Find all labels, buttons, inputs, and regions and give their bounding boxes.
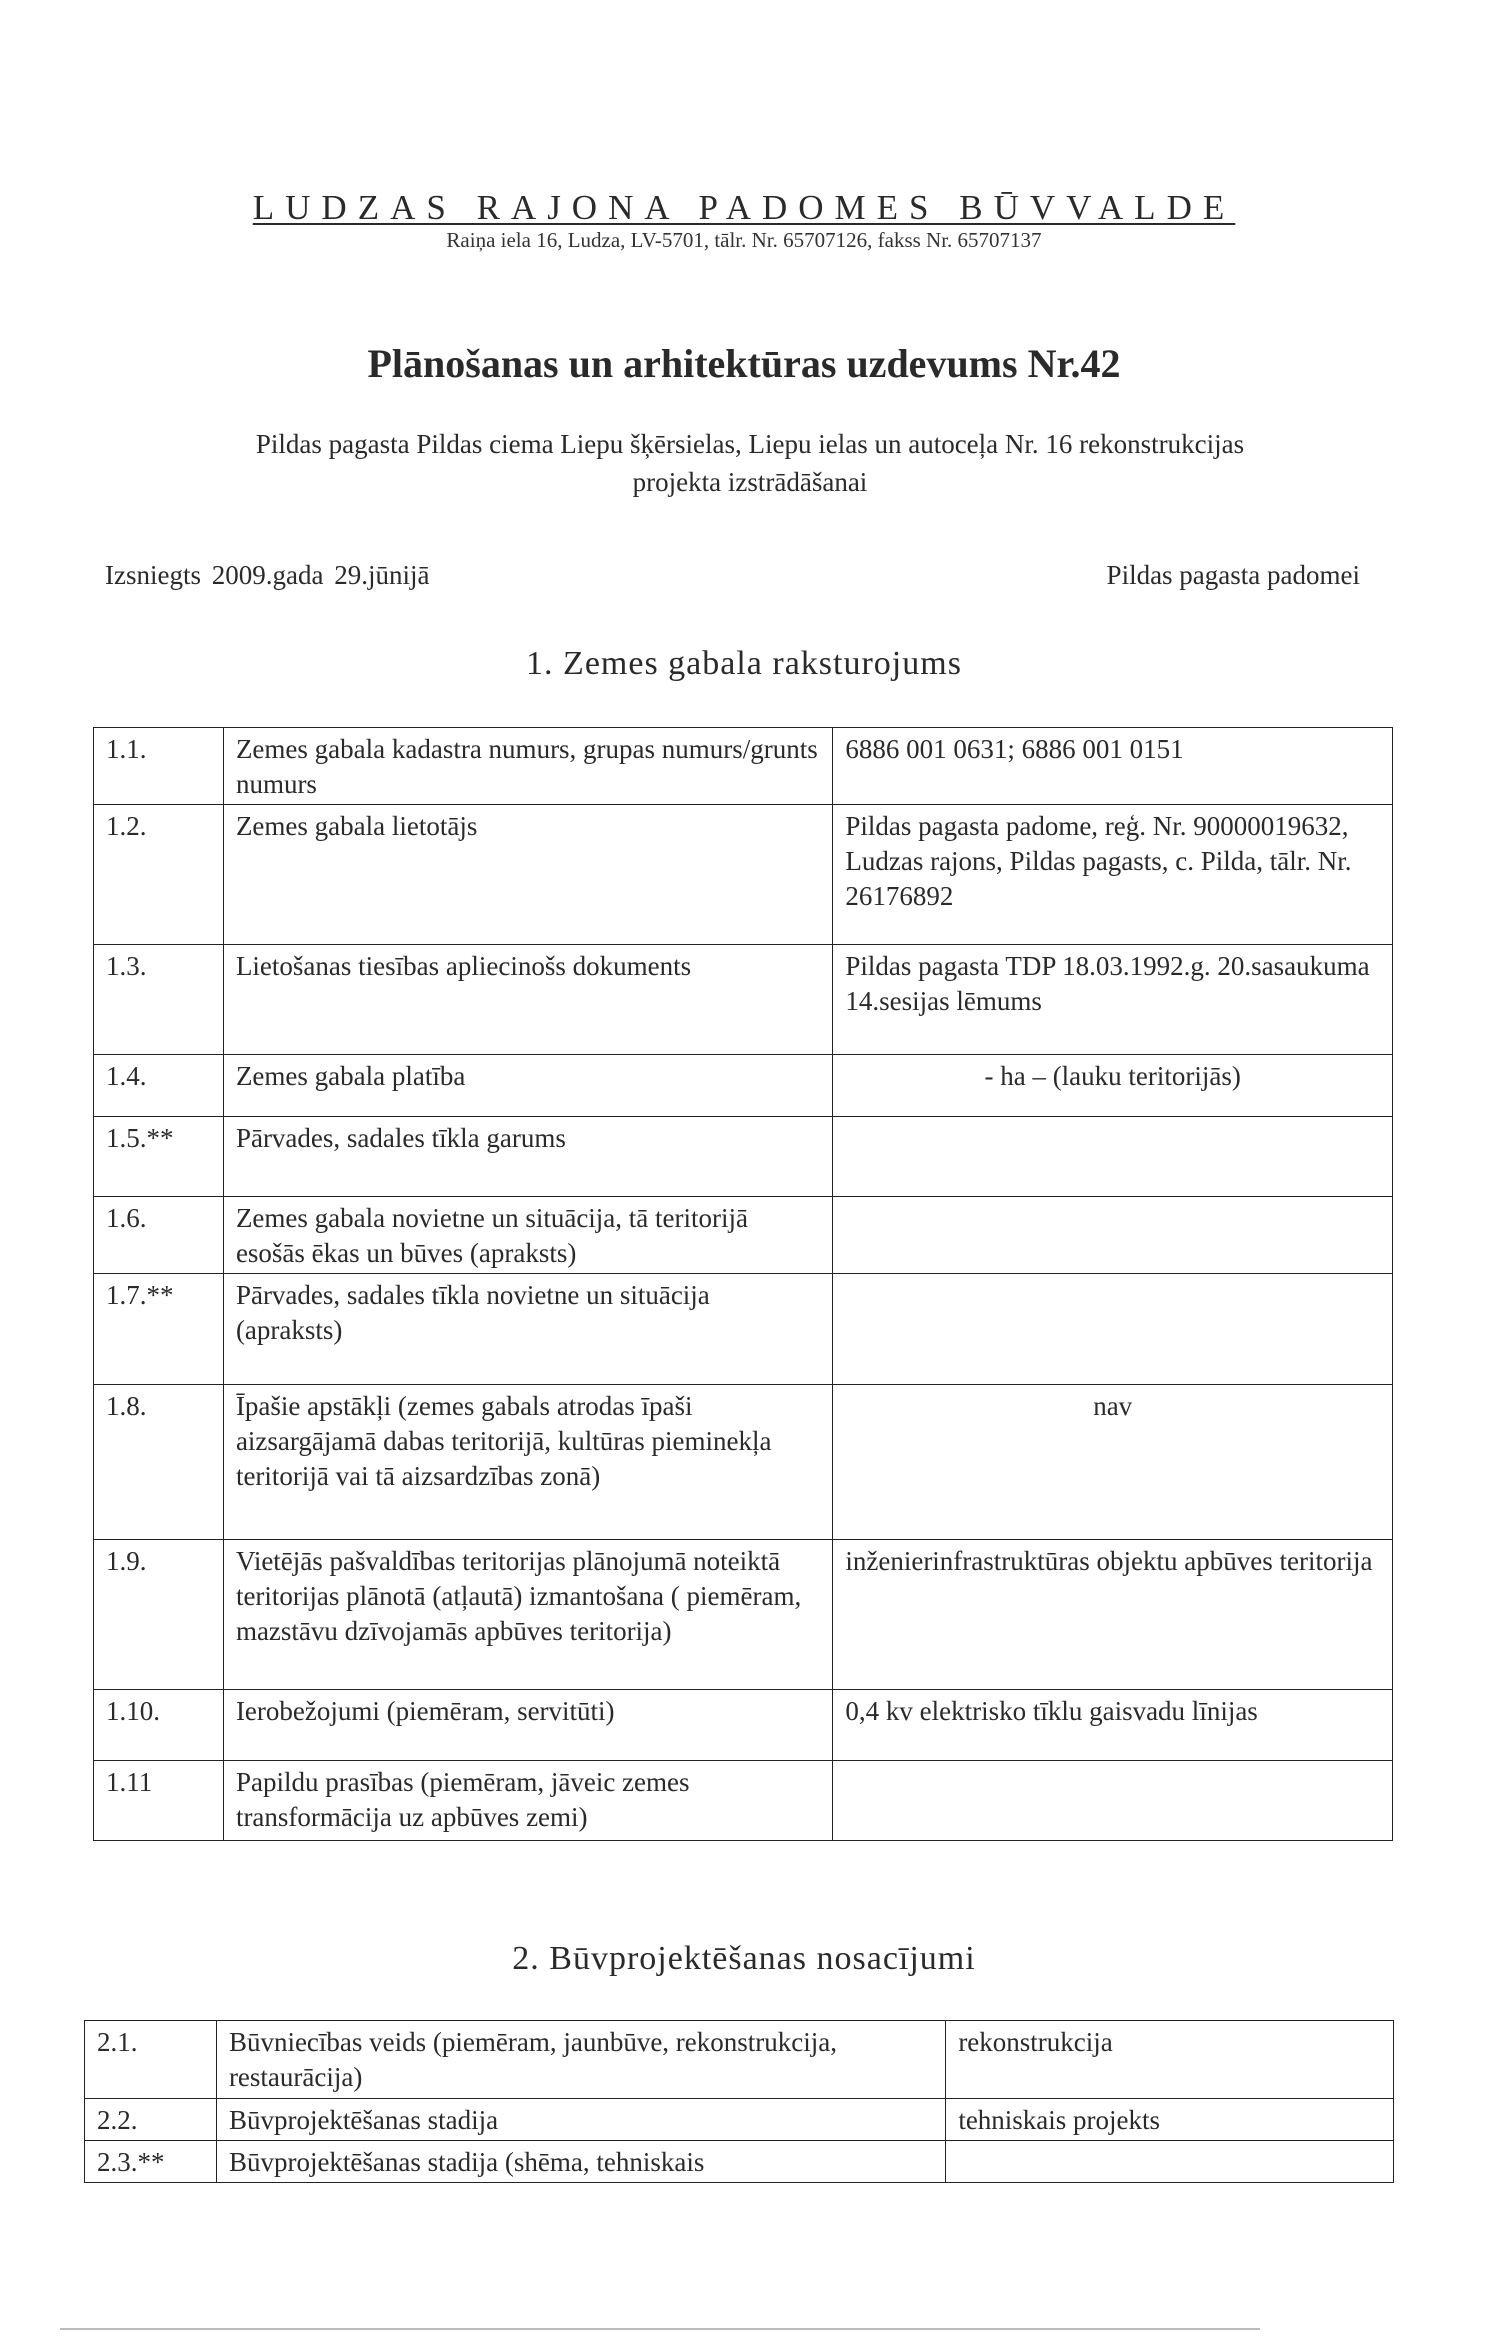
section-1-heading: 1. Zemes gabala raksturojums	[526, 645, 962, 682]
table-row	[94, 1117, 1393, 1197]
row-label: Zemes gabala kadastra numurs, grupas numurs/grunts numurs	[223, 728, 832, 805]
row-label: Būvprojektēšanas stadija	[216, 2099, 945, 2141]
table-row	[85, 2021, 1394, 2099]
row-value	[833, 1274, 1393, 1385]
row-label: Papildu prasības (piemēram, jāveic zemes transformācija uz apbūves zemi)	[223, 1761, 832, 1841]
table-row	[94, 805, 1393, 945]
row-number: 2.2.	[85, 2099, 217, 2141]
table-row	[94, 1385, 1393, 1540]
table-row	[94, 1055, 1393, 1117]
issued-date: Izsniegts 2009.gada 29.jūnijā	[105, 560, 430, 590]
row-number: 1.6.	[94, 1197, 224, 1274]
row-label: Būvniecības veids (piemēram, jaunbūve, rekonstrukcija, restaurācija)	[216, 2021, 945, 2099]
subtitle-line-1: Pildas pagasta Pildas ciema Liepu šķērsielas, Liepu ielas un autoceļa Nr. 16 rekonstrukcijas	[255, 429, 1245, 459]
row-value	[946, 2141, 1394, 2183]
row-value	[833, 1117, 1393, 1197]
row-number: 1.8.	[94, 1385, 224, 1540]
row-number: 1.1.	[94, 728, 224, 805]
row-number: 2.3.**	[85, 2141, 217, 2183]
table-row	[94, 1761, 1393, 1841]
table-row	[94, 728, 1393, 805]
row-label: Zemes gabala novietne un situācija, tā teritorijā esošās ēkas un būves (apraksts)	[223, 1197, 832, 1274]
row-number: 1.7.**	[94, 1274, 224, 1385]
row-number: 1.5.**	[94, 1117, 224, 1197]
table-row	[94, 1197, 1393, 1274]
row-label: Būvprojektēšanas stadija (shēma, tehniskais	[216, 2141, 945, 2183]
recipient: Pildas pagasta padomei	[1106, 560, 1360, 590]
org-address: Raiņa iela 16, Ludza, LV-5701, tālr. Nr. 65707126, fakss Nr. 65707137	[446, 228, 1042, 252]
land-characteristics-table	[93, 727, 1393, 1841]
row-number: 1.10.	[94, 1690, 224, 1761]
table-row	[94, 1690, 1393, 1761]
table-row	[85, 2141, 1394, 2183]
row-label: Vietējās pašvaldības teritorijas plānojumā noteiktā teritorijas plānotā (atļautā) izmantošana ( piemēram, mazstāvu dzīvojamās apbūves teritorija)	[223, 1540, 832, 1690]
row-number: 1.4.	[94, 1055, 224, 1117]
row-number: 1.3.	[94, 945, 224, 1055]
row-value	[833, 1197, 1393, 1274]
org-name: LUDZAS RAJONA PADOMES BŪVVALDE	[252, 188, 1236, 227]
document-subtitle	[110, 425, 1390, 501]
row-value: rekonstrukcija	[946, 2021, 1394, 2099]
row-value: 6886 001 0631; 6886 001 0151	[833, 728, 1393, 805]
row-label: Pārvades, sadales tīkla novietne un situācija (apraksts)	[223, 1274, 832, 1385]
table-row	[94, 1274, 1393, 1385]
row-value: Pildas pagasta padome, reģ. Nr. 90000019632, Ludzas rajons, Pildas pagasts, c. Pilda, tālr. Nr. 26176892	[833, 805, 1393, 945]
section-2-heading: 2. Būvprojektēšanas nosacījumi	[512, 1940, 976, 1977]
design-conditions-table	[84, 2020, 1394, 2183]
row-number: 1.2.	[94, 805, 224, 945]
scan-edge-line	[60, 2328, 1260, 2330]
row-value: - ha – (lauku teritorijās)	[833, 1055, 1393, 1117]
row-label: Pārvades, sadales tīkla garums	[223, 1117, 832, 1197]
row-label: Zemes gabala platība	[223, 1055, 832, 1117]
table-row	[94, 945, 1393, 1055]
row-number: 1.11	[94, 1761, 224, 1841]
row-number: 2.1.	[85, 2021, 217, 2099]
row-label: Zemes gabala lietotājs	[223, 805, 832, 945]
row-value: inženierinfrastruktūras objektu apbūves teritorija	[833, 1540, 1393, 1690]
table-row	[85, 2099, 1394, 2141]
row-number: 1.9.	[94, 1540, 224, 1690]
row-label: Īpašie apstākļi (zemes gabals atrodas īpaši aizsargājamā dabas teritorijā, kultūras pieminekļa teritorijā vai tā aizsardzības zonā)	[223, 1385, 832, 1540]
row-value: nav	[833, 1385, 1393, 1540]
row-label: Lietošanas tiesības apliecinošs dokuments	[223, 945, 832, 1055]
document-title: Plānošanas un arhitektūras uzdevums Nr.42	[367, 341, 1121, 386]
row-value: Pildas pagasta TDP 18.03.1992.g. 20.sasaukuma 14.sesijas lēmums	[833, 945, 1393, 1055]
subtitle-line-2: projekta izstrādāšanai	[632, 467, 868, 497]
row-label: Ierobežojumi (piemēram, servitūti)	[223, 1690, 832, 1761]
row-value	[833, 1761, 1393, 1841]
row-value: 0,4 kv elektrisko tīklu gaisvadu līnijas	[833, 1690, 1393, 1761]
table-row	[94, 1540, 1393, 1690]
row-value: tehniskais projekts	[946, 2099, 1394, 2141]
